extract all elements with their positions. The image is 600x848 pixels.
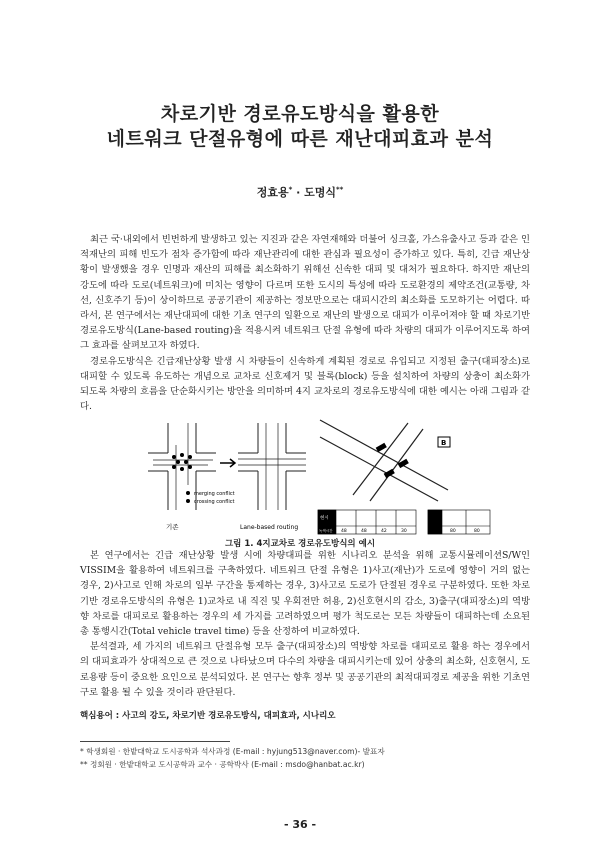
author-separator: · [292, 186, 305, 199]
t1-val-3: 42 [381, 529, 387, 534]
paragraph-2: 경로유도방식은 긴급재난상황 발생 시 차량들이 신속하게 계획된 경로로 유입되고 지정된 출구(대피장소)로 대피할 수 있도록 유도하는 개념으로 교차로 신호제거 및 블록(block) 등을 설치하여 차량의 상충이 최소화가 되도록 차량의 흐름을 단순화시키는 방안을 의미하며 4지 교차로의 경로유도방식에 대한 예시는 아래 그림과 같다. [80, 355, 530, 413]
paragraph-4: 분석결과, 세 가지의 네트워크 단절유형 모두 출구(대피장소)의 역방향 차로를 대피로로 활용 하는 경우에서의 대피효과가 상대적으로 큰 것으로 나타났으며 다수의 차량을 대피시키는데 있어 상충의 최소화, 신호현시, 도로용량 등이 중요한 요인으로 분석되었다. 본 연구는 향후 정부 및 공공기관의 최적대피경로 제공을 위한 기초연구로 활용 될 수 있을 것이라 판단된다. [80, 641, 530, 698]
label-lane-based: Lane-based routing [240, 524, 299, 531]
transform-arrow [220, 459, 235, 467]
page-number: - 36 - [283, 818, 317, 831]
author-1: 정효용 [256, 186, 289, 199]
abstract-top [80, 232, 530, 414]
authors [0, 184, 600, 200]
paper-title-line2: 네트워크 단절유형에 따른 재난대피효과 분석 [106, 128, 494, 150]
t1-row: 녹색시간 [319, 529, 333, 533]
figure-intersection-diagrams [148, 415, 493, 540]
paragraph-3: 본 연구에서는 긴급 재난상황 발생 시에 차량대피를 위한 시나리오 분석을 위해 교통시뮬레이션S/W인 VISSIM을 활용하여 네트워크를 구축하였다. 네트워크 단절 유형은 1)사고(재난)가 도로에 영향이 거의 없는 경우, 2)사고로 인해 차로의 일부 구간을 통제하는 경우, 3)사고로 도로가 단절된 경우로 구분하였다. 또한 차로기반 경로유도방식의 유형은 1)교차로 내 직진 및 우회전만 허용, 2)신호현시의 감소, 3)출구(대피장소)의 역방향 차로를 대피로로 활용하는 경우의 세 가지를 고려하였으며 평가 척도로는 모든 차량들이 대피하는데 소요된 총 통행시간(Total vehicle travel time) 등을 산정하여 비교하였다. [80, 550, 530, 638]
author-1-mark: * [288, 185, 293, 194]
paragraph-1: 최근 국·내외에서 빈번하게 발생하고 있는 지진과 같은 자연재해와 더불어 싱크홀, 가스유출사고 등과 같은 인적재난의 피해 빈도가 점차 증가함에 따라 재난관리에 대한 관심과 필요성이 증가하고 있다. 특히, 긴급 재난상황이 발생했을 경우 인명과 재산의 피해를 최소화하기 위해선 신속한 대피 및 대처가 필요하다. 하지만 재난의 강도에 따라 도로(네트워크)에 미치는 영향이 다르며 또한 도시의 특성에 따라 도로환경의 제약조건(교통량, 차선, 신호주기 등)이 상이하므로 공공기관이 제공하는 정보만으로는 대피시간의 최소화를 도모하기는 어렵다. 따라서, 본 연구에서는 재난대피에 대한 기초 연구의 일환으로 재난의 발생으로 대피가 이루어져야 할 때 차로기반 경로유도방식(Lane-based routing)을 적용시켜 네트워크 단절 유형에 따라 차량의 대피가 이루어지도록 하여 그 효과를 살펴보고자 하였다. [80, 234, 530, 352]
t2-val-1: 80 [450, 529, 456, 534]
legend-merging: merging conflict [194, 491, 235, 497]
footnote-divider [80, 741, 230, 742]
author-2: 도명식 [304, 186, 336, 199]
paper-title-line1: 차로기반 경로유도방식을 활용한 [160, 103, 440, 125]
keywords: 핵심용어 : 사고의 강도, 차로기반 경로유도방식, 대피효과, 시나리오 [80, 711, 336, 721]
t1-val-4: 30 [401, 529, 407, 534]
abstract-bottom [80, 548, 530, 700]
legend-crossing: crossing conflict [194, 499, 235, 505]
t1-val-2: 48 [361, 529, 367, 534]
panel-lane-based [238, 423, 306, 510]
panel-blocks [320, 420, 448, 501]
signal-table-1 [318, 510, 416, 534]
conflict-points [172, 453, 192, 471]
t1-header: 현시 [320, 516, 329, 521]
t2-val-2: 80 [474, 529, 480, 534]
t1-val-1: 48 [341, 529, 347, 534]
label-existing: 기존 [166, 523, 179, 531]
signal-table-2 [428, 510, 490, 534]
figure-caption: 그림 1. 4지교차로 경로유도방식의 예시 [224, 539, 376, 549]
zone-b-label: B [441, 439, 447, 447]
author-2-mark: ** [335, 185, 344, 194]
conflict-legend [186, 491, 235, 505]
footnote-2: ** 정회원 · 한밭대학교 도시공학과 교수 · 공학박사 (E-mail : msdo@hanbat.ac.kr) [80, 760, 365, 769]
footnote-1: * 학생회원 · 한밭대학교 도시공학과 석사과정 (E-mail : hyjung513@naver.com)- 발표자 [80, 747, 385, 756]
road-blocks [376, 443, 409, 478]
